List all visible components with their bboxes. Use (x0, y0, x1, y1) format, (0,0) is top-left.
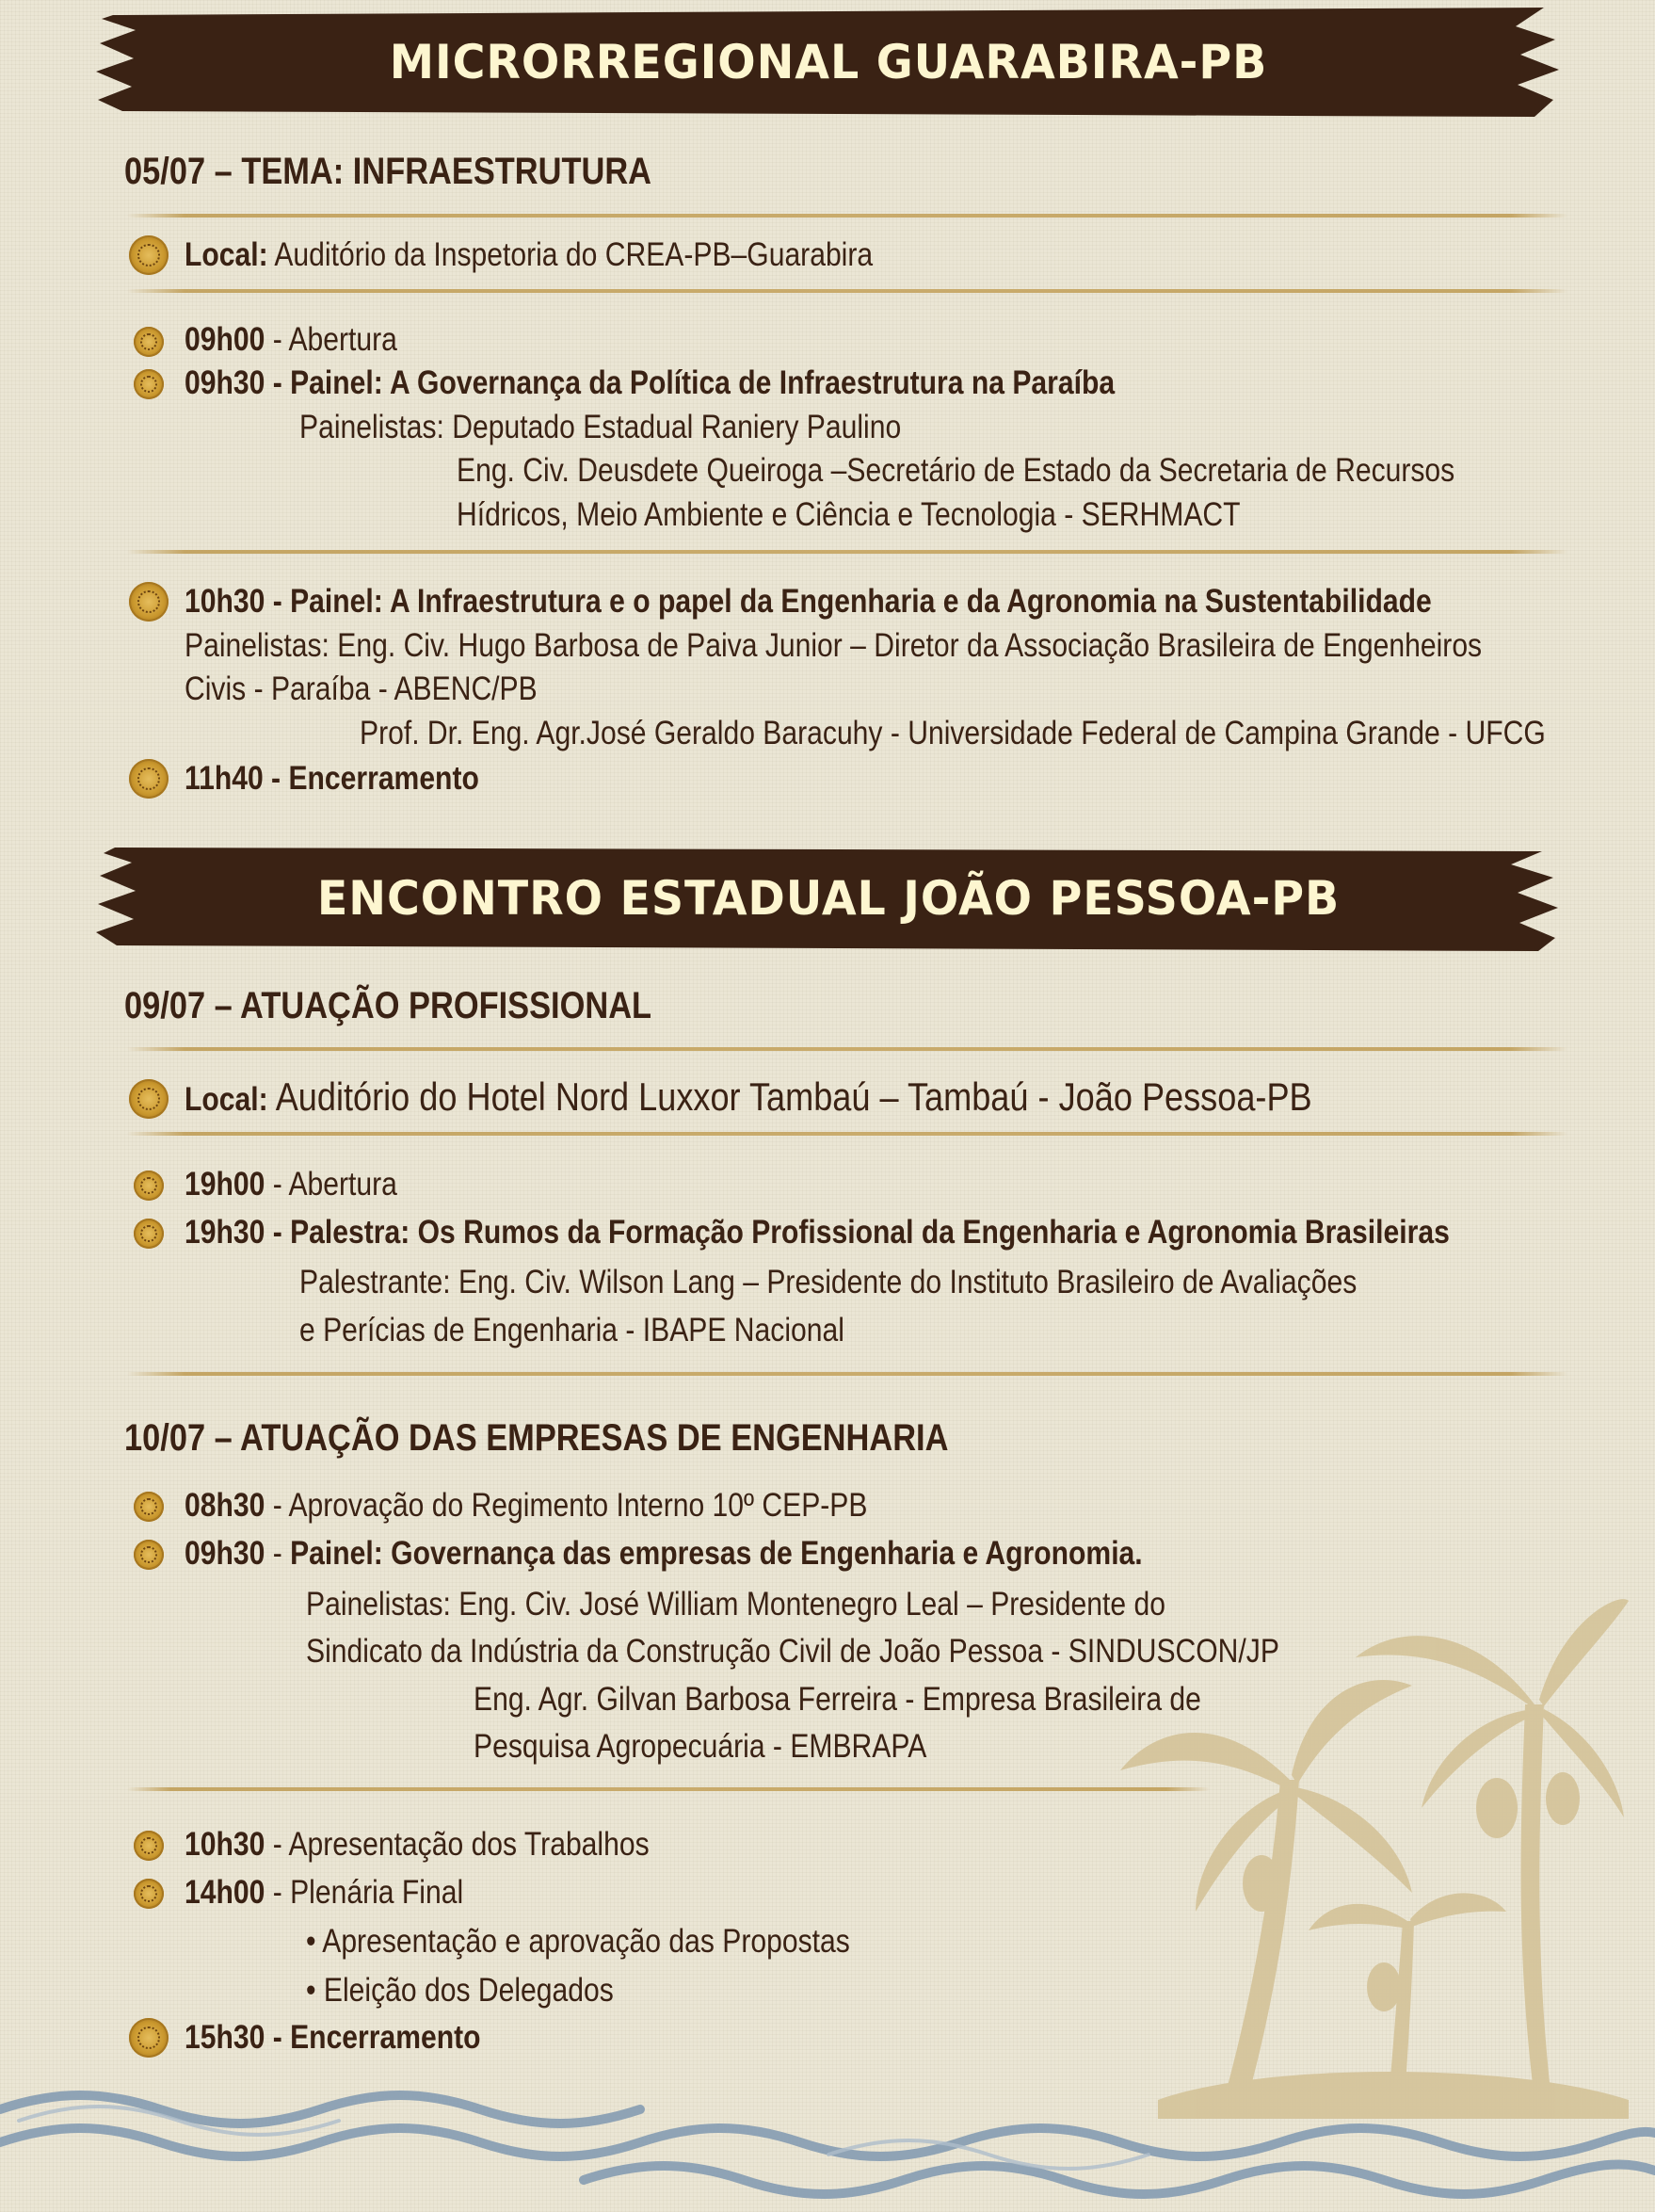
divider (127, 1132, 1567, 1136)
banner-title: MICRORREGIONAL GUARABIRA-PB (389, 35, 1268, 89)
divider (127, 1047, 1567, 1051)
bullet-dot-icon: • (306, 1923, 323, 1960)
item-text: Painel: A Governança da Política de Infraestrutura na Paraíba (290, 364, 1116, 401)
schedule-item: 10h30 - Painel: A Infraestrutura e o papel da Engenharia e da Agronomia na Sustentabilidade (185, 583, 1432, 620)
divider (127, 289, 1567, 293)
item-time: 10h30 (185, 1826, 265, 1863)
local-label: Local: (185, 1081, 268, 1118)
gear-bullet-icon (134, 369, 164, 399)
divider (127, 550, 1567, 554)
panelist-line: e Perícias de Engenharia - IBAPE Nacional (299, 1312, 844, 1348)
gear-bullet-icon (134, 1171, 164, 1201)
schedule-item: 10h30 - Apresentação dos Trabalhos (185, 1826, 650, 1863)
day-heading: 10/07 – ATUAÇÃO DAS EMPRESAS DE ENGENHARIA (124, 1417, 949, 1459)
panelist-line: Painelistas: Eng. Civ. Hugo Barbosa de Paiva Junior – Diretor da Associação Brasileira de Engenheiros (185, 627, 1483, 664)
item-time: 15h30 (185, 2019, 265, 2056)
schedule-item: 09h00 - Abertura (185, 321, 397, 358)
divider (127, 214, 1567, 218)
gear-bullet-icon (129, 235, 169, 275)
item-time: 14h00 (185, 1874, 265, 1911)
day-heading: 09/07 – ATUAÇÃO PROFISSIONAL (124, 985, 652, 1026)
schedule-item: 09h30 - Painel: A Governança da Política de Infraestrutura na Paraíba (185, 364, 1116, 401)
bullet-line: • Eleição dos Delegados (306, 1972, 614, 2009)
panelist-line: Eng. Agr. Gilvan Barbosa Ferreira - Empresa Brasileira de (474, 1681, 1201, 1718)
item-label: Painel: (290, 1535, 383, 1572)
item-text: Plenária Final (290, 1874, 464, 1911)
local-label: Local: (185, 236, 268, 273)
item-time: 08h30 (185, 1487, 265, 1524)
panelist-line: Eng. Civ. Deusdete Queiroga –Secretário de Estado da Secretaria de Recursos (457, 452, 1455, 489)
item-time: 19h30 (185, 1214, 265, 1251)
banner-joao-pessoa (94, 842, 1563, 955)
item-time: 09h00 (185, 321, 265, 358)
item-text: Abertura (288, 321, 397, 358)
item-text: Painel: A Infraestrutura e o papel da Engenharia e da Agronomia na Sustentabilidade (290, 583, 1432, 620)
gear-bullet-icon (134, 1219, 164, 1249)
item-time: 11h40 (185, 760, 264, 797)
bullet-dot-icon: • (306, 1972, 324, 2009)
item-text: Governança das empresas de Engenharia e Agronomia. (382, 1535, 1143, 1572)
item-text: Aprovação do Regimento Interno 10º CEP-PB (288, 1487, 868, 1524)
schedule-item: 08h30 - Aprovação do Regimento Interno 10º CEP-PB (185, 1487, 868, 1524)
gear-bullet-icon (129, 1079, 169, 1119)
local-line (185, 233, 873, 278)
divider (127, 1372, 1567, 1376)
local-value: Auditório do Hotel Nord Luxxor Tambaú – Tambaú - João Pessoa-PB (267, 1074, 1312, 1119)
gear-bullet-icon (134, 1879, 164, 1909)
item-text: Encerramento (290, 2019, 481, 2056)
schedule-item: 19h00 - Abertura (185, 1166, 397, 1203)
item-text: Encerramento (288, 760, 479, 797)
local-line (185, 1074, 1312, 1122)
item-text: Apresentação dos Trabalhos (288, 1826, 650, 1863)
panelist-line: Civis - Paraíba - ABENC/PB (185, 670, 538, 707)
gear-bullet-icon (134, 1831, 164, 1861)
schedule-item: 15h30 - Encerramento (185, 2019, 481, 2056)
schedule-item: 09h30 - Painel: Governança das empresas de Engenharia e Agronomia. (185, 1535, 1143, 1572)
panelist-line: Pesquisa Agropecuária - EMBRAPA (474, 1728, 927, 1765)
gear-bullet-icon (129, 2018, 169, 2058)
item-time: 10h30 (185, 583, 265, 620)
panelist-line: Hídricos, Meio Ambiente e Ciência e Tecnologia - SERHMACT (457, 496, 1241, 533)
day-heading: 05/07 – TEMA: INFRAESTRUTURA (124, 151, 652, 192)
item-text: Palestra: Os Rumos da Formação Profissional da Engenharia e Agronomia Brasileiras (290, 1214, 1450, 1251)
gear-bullet-icon (134, 327, 164, 357)
banner-guarabira (94, 6, 1563, 119)
panelist-line: Sindicato da Indústria da Construção Civil de João Pessoa - SINDUSCON/JP (306, 1633, 1279, 1670)
banner-title: ENCONTRO ESTADUAL JOÃO PESSOA-PB (316, 871, 1341, 926)
item-time: 09h30 (185, 364, 265, 401)
gear-bullet-icon (134, 1540, 164, 1570)
item-text: Abertura (288, 1166, 397, 1203)
schedule-item: 14h00 - Plenária Final (185, 1874, 464, 1911)
item-time: 19h00 (185, 1166, 265, 1203)
panelist-line: Painelistas: Deputado Estadual Raniery Paulino (299, 409, 902, 445)
bullet-line: • Apresentação e aprovação das Propostas (306, 1923, 850, 1960)
panelist-line: Prof. Dr. Eng. Agr.José Geraldo Baracuhy - Universidade Federal de Campina Grande - UFCG (360, 715, 1546, 751)
divider (127, 1787, 1210, 1791)
waves-decoration (0, 2072, 1655, 2212)
gear-bullet-icon (134, 1492, 164, 1522)
local-value: Auditório da Inspetoria do CREA-PB–Guarabira (267, 236, 874, 273)
panelist-line: Painelistas: Eng. Civ. José William Montenegro Leal – Presidente do (306, 1586, 1165, 1623)
gear-bullet-icon (129, 759, 169, 799)
schedule-item: 11h40 - Encerramento (185, 760, 479, 797)
palm-trees-illustration (1120, 1591, 1629, 2119)
item-time: 09h30 (185, 1535, 265, 1572)
panelist-line: Palestrante: Eng. Civ. Wilson Lang – Presidente do Instituto Brasileiro de Avaliações (299, 1264, 1358, 1300)
schedule-item: 19h30 - Palestra: Os Rumos da Formação Profissional da Engenharia e Agronomia Brasileiras (185, 1214, 1450, 1251)
gear-bullet-icon (129, 582, 169, 622)
